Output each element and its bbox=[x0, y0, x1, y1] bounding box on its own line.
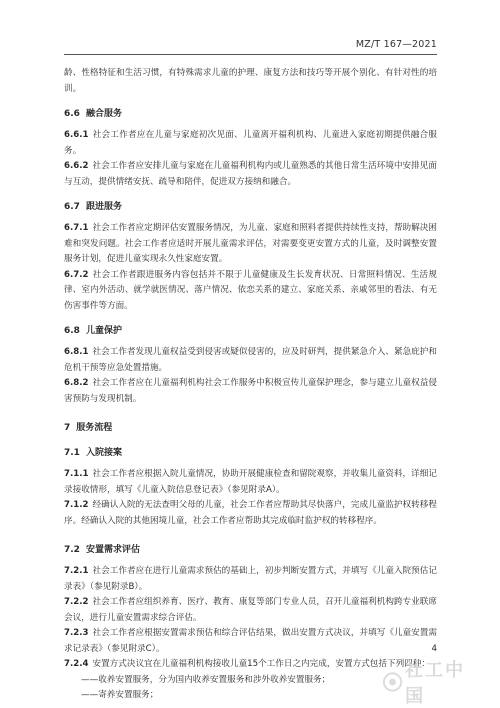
section-heading-6-7: 6.7 跟进服务 bbox=[64, 202, 122, 212]
clause-7-2-4: 7.2.4 安置方式决议宜在儿童福利机构接收儿童15个工作日之内完成，安置方式包括下列四种： bbox=[64, 659, 430, 669]
clause-6-6-1: 6.6.1 社会工作者应在儿童与家庭初次见面、儿童离开福利机构、儿童进入家庭初期提供融合服务。 bbox=[64, 130, 437, 156]
clause-6-8-1: 6.8.1 社会工作者发现儿童权益受到侵害或疑似侵害的，应及时研判，提供紧急介入、紧急庇护和危机干预等应急处置措施。 bbox=[64, 347, 437, 373]
logo-emblem-icon bbox=[382, 671, 403, 693]
clause-7-2-1: 7.2.1 社会工作者应在进行儿童需求预估的基础上，初步判断安置方式，并填写《儿童入院预估记录表》（参见附录B）。 bbox=[64, 566, 437, 592]
list-item-foster-care: ——寄养安置服务； bbox=[81, 690, 159, 700]
document-body bbox=[64, 66, 437, 704]
header-divider bbox=[64, 54, 437, 55]
document-code: MZ/T 167—2021 bbox=[355, 39, 437, 50]
section-heading-7-2: 7.2 安置需求评估 bbox=[64, 545, 140, 555]
list-item-adoption: ——收养安置服务，分为国内收养安置服务和涉外收养安置服务； bbox=[81, 674, 331, 685]
clause-6-8-2: 6.8.2 社会工作者应在儿童福利机构社会工作服务中积极宣传儿童保护理念，参与建立儿童权益侵害预防与发现机制。 bbox=[64, 378, 437, 404]
continuation-paragraph: 龄、性格特征和生活习惯，有特殊需求儿童的护理、康复方法和技巧等开展个别化、有针对性的培训。 bbox=[64, 68, 437, 94]
clause-6-7-2: 6.7.2 社会工作者跟进服务内容包括并不限于儿童健康及生长发育状况、日常照料情况、生活规律、室内外活动、就学就医情况、落户情况、依恋关系的建立、家庭关系、亲戚邻里的看法、有无伤害事件等方面。 bbox=[64, 269, 437, 311]
clause-6-6-2: 6.6.2 社会工作者应安排儿童与家庭在儿童福利机构内或儿童熟悉的其他日常生活环境中安排见面与互动，提供情绪安抚、疏导和陪伴，促进双方接纳和融合。 bbox=[64, 161, 437, 187]
clause-6-7-1: 6.7.1 社会工作者应定期评估安置服务情况，为儿童、家庭和照料者提供持续性支持，帮助解决困难和突发问题。社会工作者应适时开展儿童需求评估，对需要变更安置方式的儿童，及时调整安置服务计划，促进儿童实现永久性家庭安置。 bbox=[64, 223, 437, 264]
logo-text: 社工中国 bbox=[405, 660, 466, 707]
clause-7-2-3: 7.2.3 社会工作者应根据安置需求预估和综合评估结果，做出安置方式决议，并填写《儿童安置需求记录表》（参见附录C）。 bbox=[64, 628, 437, 654]
section-heading-6-6: 6.6 融合服务 bbox=[64, 109, 122, 119]
watermark-logo bbox=[382, 660, 482, 707]
section-heading-7-1: 7.1 入院接案 bbox=[64, 448, 122, 458]
clause-7-2-2: 7.2.2 社会工作者应组织养育、医疗、教育、康复等部门专业人员，召开儿童福利机构跨专业联席会议，进行儿童安置需求综合评估。 bbox=[64, 597, 437, 623]
section-heading-6-8: 6.8 儿童保护 bbox=[64, 326, 122, 336]
chapter-heading-7: 7 服务流程 bbox=[64, 423, 113, 433]
clause-7-1-1: 7.1.1 社会工作者应根据入院儿童情况，协助开展健康检查和留院观察，并收集儿童资料，详细记录接收情形，填写《儿童入院信息登记表》（参见附录A）。 bbox=[64, 469, 437, 495]
clause-7-1-2: 7.1.2 经确认入院的无法查明父母的儿童，社会工作者应帮助其尽快落户，完成儿童监护权转移程序。经确认入院的其他困境儿童，社会工作者应帮助其完成临时监护权的转移程序。 bbox=[64, 500, 437, 526]
page-number: 4 bbox=[431, 644, 437, 654]
